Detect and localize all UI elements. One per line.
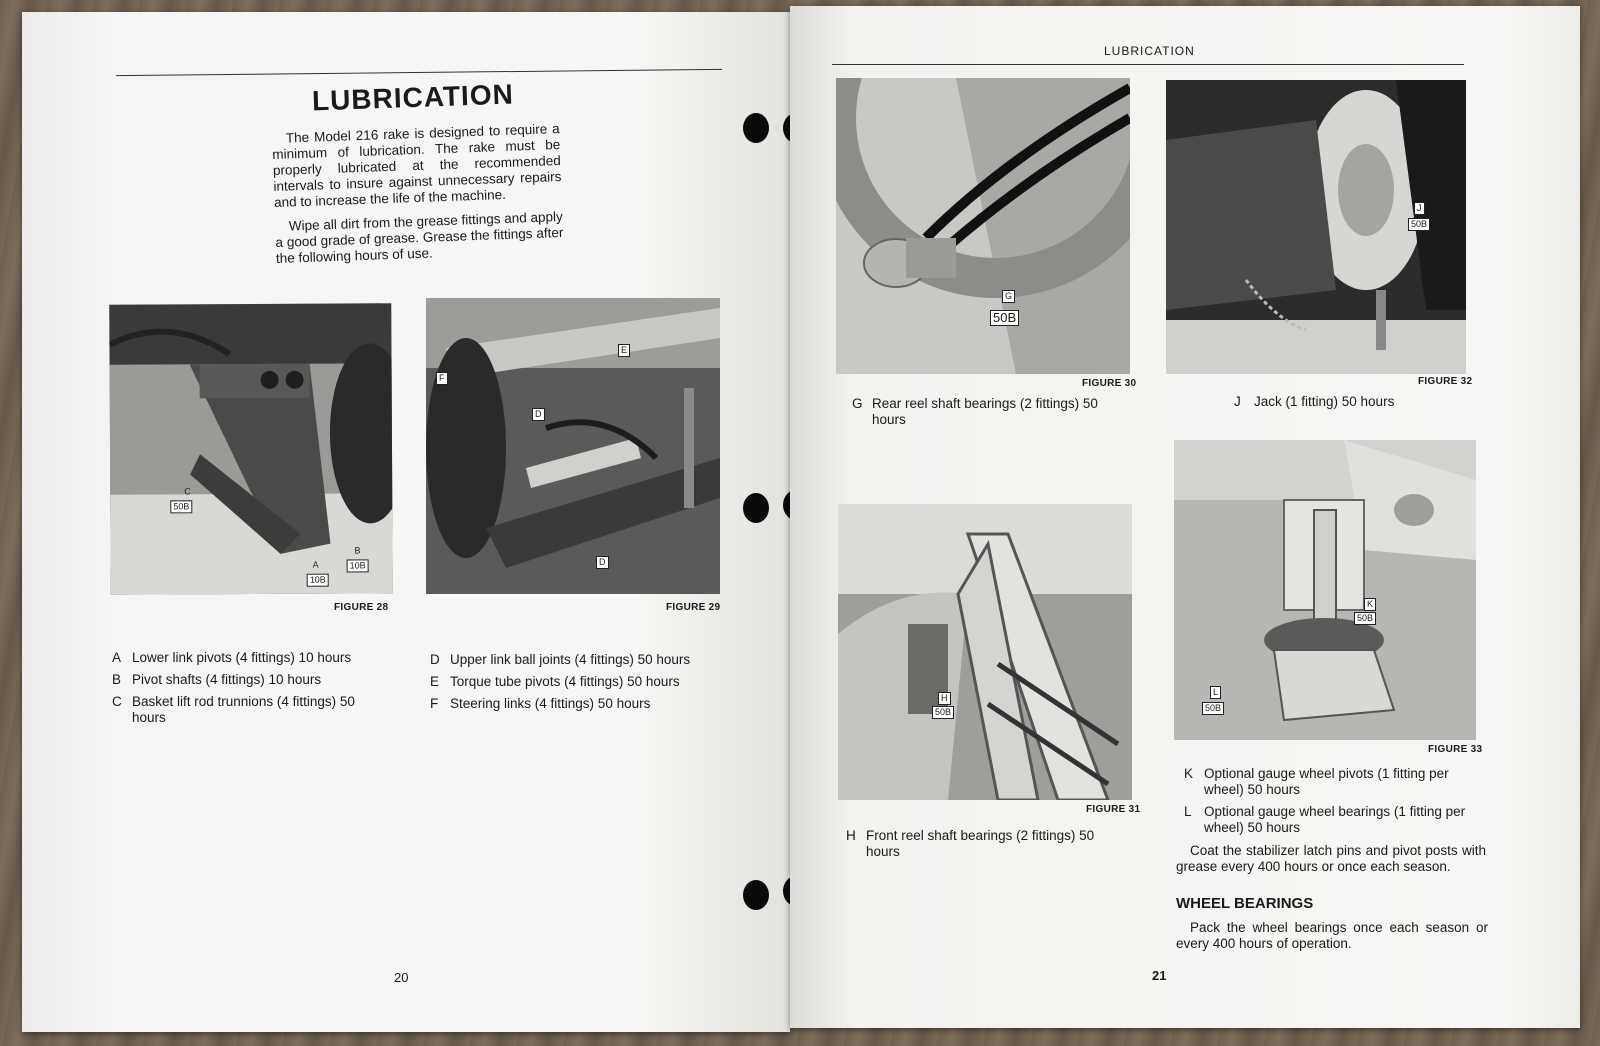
callout-g-letter: G [1002,290,1015,303]
item-key: E [430,674,440,689]
callout-d2-letter: D [596,556,609,569]
figure-28-illustration [109,303,393,594]
intro-paragraph-2: Wipe all dirt from the grease fittings and apply a good grade of grease. Grease the fittings after the following hours of use. [275,208,564,266]
figure-33-photo [1174,440,1476,740]
figure-31-photo [838,504,1132,800]
item-key: B [112,672,122,687]
figure-29-photo [426,298,720,594]
callout-j-letter: J [1414,202,1425,215]
page-number-left: 20 [394,970,409,985]
wheel-bearings-heading: WHEEL BEARINGS [1176,895,1314,912]
list-item [1184,766,1490,798]
item-key: L [1184,804,1192,819]
figure-33-caption: FIGURE 33 [1428,744,1483,755]
header-rule [832,64,1464,65]
callout-l-letter: L [1210,686,1221,699]
callout-h-value: 50B [932,706,954,719]
list-item [112,694,392,726]
item-text: Jack (1 fitting) 50 hours [1254,394,1395,409]
figure-30-illustration [836,78,1130,374]
page-title: LUBRICATION [311,78,515,117]
callout-a-letter: A [312,559,319,570]
figure-32-caption: FIGURE 32 [1418,376,1473,387]
callout-g-value: 50B [990,310,1019,326]
item-text: Rear reel shaft bearings (2 fittings) 50 hours [872,396,1098,427]
callout-f-letter: F [436,372,448,385]
callout-d-letter: D [532,408,545,421]
item-text: Torque tube pivots (4 fittings) 50 hours [450,674,680,689]
right-page [790,6,1580,1028]
list-item [430,652,730,668]
item-text: Optional gauge wheel pivots (1 fitting per wheel) 50 hours [1204,766,1449,797]
callout-k-value: 50B [1354,612,1376,625]
callout-j-value: 50B [1408,218,1430,231]
item-key: J [1234,394,1241,409]
item-text: Steering links (4 fittings) 50 hours [450,696,651,711]
list-item [112,672,392,688]
item-key: G [852,396,863,411]
callout-e-letter: E [618,344,630,357]
figure-28-photo [109,303,393,594]
list-item [1234,394,1454,410]
wheel-bearings-paragraph: Pack the wheel bearings once each season or every 400 hours of operation. [1176,920,1488,951]
item-text: Lower link pivots (4 fittings) 10 hours [132,650,352,665]
stabilizer-paragraph: Coat the stabilizer latch pins and pivot posts with grease every 400 hours or once each season. [1176,843,1486,874]
item-text: Upper link ball joints (4 fittings) 50 hours [450,652,691,667]
figure-29-caption: FIGURE 29 [666,602,721,613]
callout-c-value: 50B [170,500,192,513]
item-key: K [1184,766,1194,781]
figure-29-illustration [426,298,720,594]
intro-paragraph-1: The Model 216 rake is designed to require a minimum of lubrication. The rake must be properly lubricated at the recommended intervals to insure against unnecessary repairs and to increase the life of the machine. [272,121,562,211]
list-item [112,650,392,666]
item-text: Optional gauge wheel bearings (1 fitting per wheel) 50 hours [1204,804,1466,835]
list-item [1184,804,1490,836]
figure-28-caption: FIGURE 28 [334,602,389,613]
binding-hole [743,493,769,523]
list-item [846,828,1136,860]
item-key: D [430,652,440,667]
header-rule [116,69,722,76]
callout-b-letter: B [354,545,361,556]
figure-31-caption: FIGURE 31 [1086,804,1141,815]
item-key: A [112,650,122,665]
callout-a-value: 10B [307,574,329,587]
list-item [430,696,730,712]
left-page [22,12,790,1032]
callout-b-value: 10B [347,559,369,572]
figure-30-caption: FIGURE 30 [1082,378,1137,389]
intro-text [272,121,565,275]
item-text: Front reel shaft bearings (2 fittings) 50 hours [866,828,1095,859]
figure-32-photo [1166,80,1466,374]
callout-h-letter: H [938,692,951,705]
item-key: H [846,828,856,843]
callout-k-letter: K [1364,598,1376,611]
figure-31-illustration [838,504,1132,800]
binding-hole [743,113,769,143]
item-key: F [430,696,439,711]
callout-c-letter: C [184,486,191,497]
figure-30-photo [836,78,1130,374]
binding-hole [743,880,769,910]
running-header: LUBRICATION [1104,44,1195,58]
list-item [430,674,730,690]
page-number-right: 21 [1152,968,1167,983]
list-item [852,396,1142,428]
item-text: Pivot shafts (4 fittings) 10 hours [132,672,322,687]
item-text: Basket lift rod trunnions (4 fittings) 50 hours [132,694,355,725]
item-key: C [112,694,122,709]
callout-l-value: 50B [1202,702,1224,715]
